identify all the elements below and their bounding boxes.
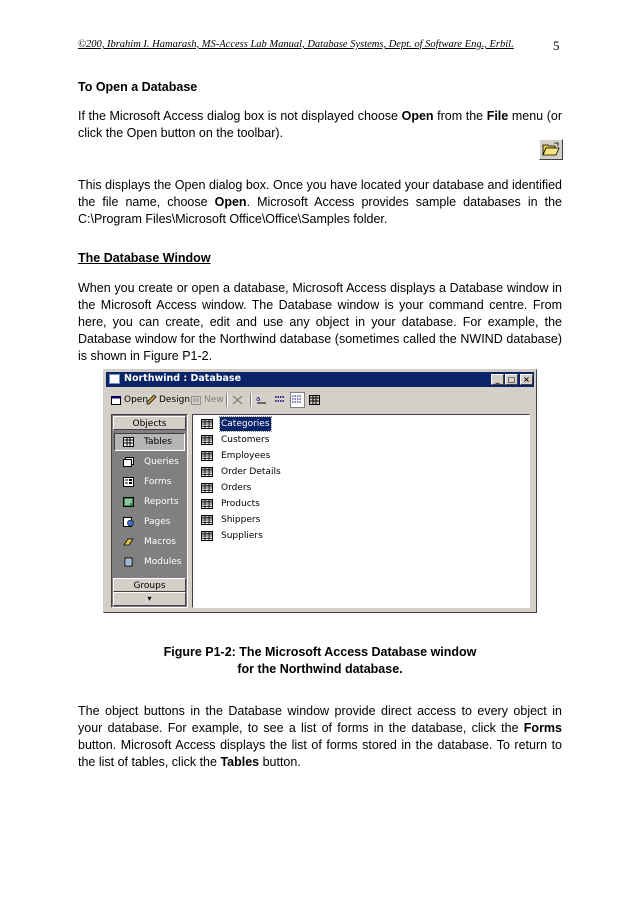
module-icon [123,557,134,567]
table-icon [201,435,213,445]
table-name: Shippers [221,515,261,525]
folder-open-icon [540,140,562,159]
form-icon [123,477,134,487]
list-view-button[interactable] [291,393,304,407]
groups-header-button[interactable]: Groups [113,578,186,592]
sidebar-item-queries[interactable] [114,453,185,471]
running-header: ©200, Ibrahim I. Hamarash, MS-Access Lab Manual, Database Systems, Dept. of Software Eng., Erbil. [78,39,514,50]
sidebar-item-forms[interactable] [114,473,185,491]
sidebar-item-label: Queries [144,457,179,467]
maximize-button[interactable]: □ [505,374,518,385]
table-icon [201,531,213,541]
query-icon [123,457,134,467]
page-number: 5 [553,38,560,53]
paragraph-open-dialog: This displays the Open dialog box. Once you have located your database and identified the file name, choose Open. Microsoft Access provides sample databases in the C:\Program Files\Microsoft Office\Office\Samples folder. [78,178,563,226]
sidebar-item-modules[interactable] [114,553,185,571]
details-view-icon [309,395,320,405]
table-name: Orders [221,483,252,493]
design-icon [146,395,157,405]
sidebar-item-macros[interactable] [114,533,185,551]
sidebar-item-label: Modules [144,557,182,567]
delete-button[interactable] [232,393,245,407]
large-icons-icon [256,395,267,405]
open-icon [111,395,122,405]
database-toolbar [106,390,534,410]
table-icon [201,467,213,477]
object-bar [111,414,188,608]
sidebar-item-label: Tables [144,437,172,447]
small-icons-icon [274,395,285,405]
table-name: Categories [221,419,270,429]
table-icon [201,451,213,461]
delete-icon [232,395,243,405]
toolbar-separator [226,393,228,407]
svg-text:a: a [256,394,261,403]
paragraph-open-instructions: If the Microsoft Access dialog box is not displayed choose Open from the File menu (or click the Open button on the toolbar). [78,109,562,140]
figure-caption-line1: Figure P1-2: The Microsoft Access Database window [163,645,477,659]
scroll-down-arrow-icon[interactable]: ▾ [113,592,186,606]
window-title: Northwind : Database [124,373,242,384]
table-name: Order Details [221,467,281,477]
table-name: Customers [221,435,270,445]
table-name: Products [221,499,260,509]
large-icons-button[interactable] [256,393,269,407]
table-icon [201,515,213,525]
details-view-button[interactable] [309,393,322,407]
sidebar-item-label: Forms [144,477,172,487]
paragraph-object-buttons: The object buttons in the Database window provide direct access to every object in your database. For example, to see a list of forms in the database, click the Forms button. Microsoft Access displays the list of forms stored in the database. To return to the list of tables, click the Tables button. [78,704,562,769]
table-icon [201,419,213,429]
report-icon [123,497,134,507]
table-icon [201,483,213,493]
small-icons-button[interactable] [274,393,287,407]
page-icon [123,517,134,527]
sidebar-item-label: Reports [144,497,179,507]
new-button[interactable]: New [191,393,224,407]
design-button[interactable]: Design [146,393,190,407]
sidebar-item-pages[interactable] [114,513,185,531]
table-name: Employees [221,451,271,461]
sidebar-item-reports[interactable] [114,493,185,511]
minimize-button[interactable]: _ [491,374,504,385]
sidebar-item-tables[interactable] [114,433,185,451]
open-toolbar-button[interactable] [539,139,563,160]
list-view-icon [291,395,302,405]
toolbar-separator [250,393,252,407]
objects-header-button[interactable]: Objects [113,416,186,430]
heading-open-database: To Open a Database [78,80,198,94]
close-button[interactable]: × [520,374,533,385]
macro-icon [123,537,134,547]
table-icon [123,437,134,447]
window-titlebar[interactable] [106,372,534,387]
object-list [192,414,530,608]
heading-database-window: The Database Window [78,251,211,265]
sidebar-item-label: Pages [144,517,171,527]
table-name: Suppliers [221,531,263,541]
new-icon [191,395,202,405]
table-icon [201,499,213,509]
figure-caption-line2: for the Northwind database. [237,662,403,676]
database-window [103,369,537,613]
sidebar-item-label: Macros [144,537,176,547]
database-app-icon [109,374,120,384]
paragraph-database-window: When you create or open a database, Microsoft Access displays a Database window in the Microsoft Access window. The Database window is your command centre. From here, you can create, edit and use any object in your database. For example, the Database window for the Northwind database (sometimes called the NWIND database) is shown in Figure P1-2. [78,281,562,363]
open-button[interactable]: Open [111,393,148,407]
